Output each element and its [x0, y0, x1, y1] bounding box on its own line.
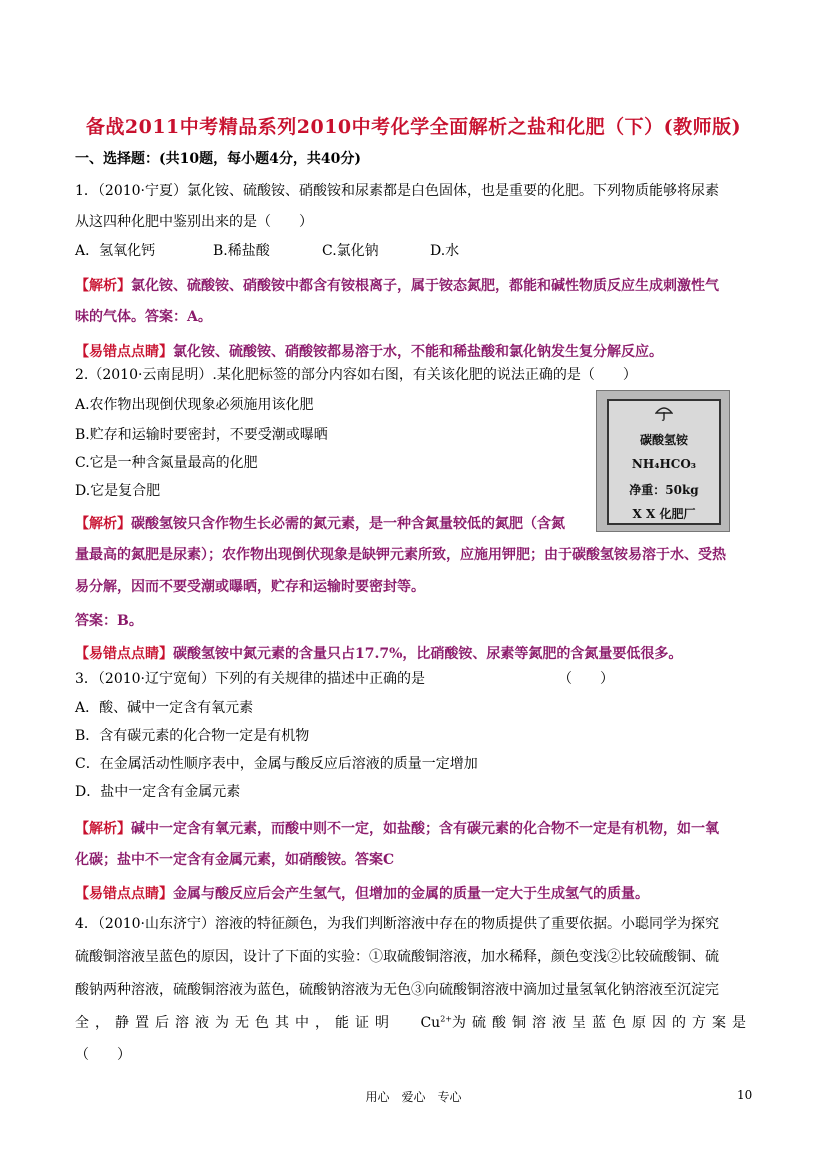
- q2-analysis-line1: [75, 513, 565, 533]
- q2-analysis-text: 碳酸氢铵只含作物生长必需的氮元素，是一种含氮量较低的氮肥（含氮: [131, 516, 565, 532]
- q1-analysis-line1: [75, 275, 719, 295]
- q4-stem-line1: 4．（2010·山东济宁）溶液的特征颜色，为我们判断溶液中存在的物质提供了重要依据。小聪同学为探究: [75, 916, 719, 932]
- error-tag: 【易错点点睛】: [75, 344, 173, 360]
- q1-option-d: D.水: [430, 243, 460, 259]
- q2-analysis-line3: 易分解，因而不要受潮或曝晒，贮存和运输时要密封等。: [75, 579, 425, 595]
- fertilizer-label-card: [607, 399, 721, 525]
- q3-stem: 3．（2010·辽宁宽甸）下列的有关规律的描述中正确的是: [75, 671, 425, 687]
- q3-error-text: 金属与酸反应后会产生氢气，但增加的金属的质量一定大于生成氢气的质量。: [173, 886, 649, 902]
- q2-error-point: [75, 643, 682, 663]
- q1-stem-line2: 从这四种化肥中鉴别出来的是（ ）: [75, 214, 313, 230]
- q1-option-a: A．氢氧化钙: [75, 243, 156, 259]
- q4-stem-line3: 酸钠两种溶液，硫酸铜溶液为蓝色，硫酸钠溶液为无色③向硫酸铜溶液中滴加过量氢氧化钠溶液至沉淀完: [75, 982, 719, 998]
- q2-option-c: C.它是一种含氮量最高的化肥: [75, 455, 258, 471]
- error-tag: 【易错点点睛】: [75, 886, 173, 902]
- section-heading: 一、选择题：(共10题，每小题4分，共40分): [75, 151, 361, 167]
- page-footer: 用心 爱心 专心: [365, 1090, 462, 1104]
- q2-option-d: D.它是复合肥: [75, 483, 161, 499]
- analysis-tag: 【解析】: [75, 278, 131, 294]
- page-number: 10: [737, 1088, 753, 1102]
- q4-line4-text: 全，静置后溶液为无色其中，能证明: [75, 1015, 395, 1031]
- q3-analysis-text: 碱中一定含有氧元素，而酸中则不一定，如盐酸；含有碳元素的化合物不一定是有机物，如一氧: [131, 821, 719, 837]
- cu-ion-charge: 2+: [440, 1014, 452, 1024]
- q2-option-b: B.贮存和运输时要密封，不要受潮或曝晒: [75, 427, 328, 443]
- label-product-name: 碳酸氢铵: [639, 433, 688, 447]
- q3-analysis-line2: 化碳；盐中不一定含有金属元素，如硝酸铵。答案C: [75, 852, 395, 868]
- analysis-tag: 【解析】: [75, 516, 131, 532]
- label-weight: 净重：50kg: [629, 483, 699, 497]
- q1-stem-line1: 1．（2010·宁夏）氯化铵、硫酸铵、硝酸铵和尿素都是白色固体，也是重要的化肥。下列物质能够将尿素: [75, 183, 719, 199]
- q3-option-d: D．盐中一定含有金属元素: [75, 784, 241, 800]
- q3-analysis-line1: [75, 818, 719, 838]
- q4-stem-line4: [75, 1012, 752, 1032]
- q2-analysis-line2: 量最高的氮肥是尿素）；农作物出现倒伏现象是缺钾元素所致，应施用钾肥；由于碳酸氢铵易溶于水、受热: [75, 547, 726, 563]
- q2-option-a: A.农作物出现倒伏现象必须施用该化肥: [75, 397, 314, 413]
- q3-option-b: B．含有碳元素的化合物一定是有机物: [75, 728, 310, 744]
- umbrella-icon: [655, 405, 673, 421]
- q3-answer-paren: （ ）: [558, 671, 614, 687]
- q2-answer: 答案：B。: [75, 613, 143, 629]
- q3-option-c: C．在金属活动性顺序表中，金属与酸反应后溶液的质量一定增加: [75, 756, 478, 772]
- q4-line4-tail: 为硫酸铜溶液呈蓝色原因的方案是: [452, 1015, 752, 1031]
- q3-error-point: [75, 883, 649, 903]
- label-formula: NH₄HCO₃: [631, 457, 697, 471]
- fertilizer-label-image: [596, 390, 730, 532]
- document-title: 备战2011中考精品系列2010中考化学全面解析之盐和化肥（下）(教师版): [85, 116, 742, 138]
- error-tag: 【易错点点睛】: [75, 646, 173, 662]
- q4-stem-line2: 硫酸铜溶液呈蓝色的原因，设计了下面的实验：①取硫酸铜溶液，加水稀释，颜色变浅②比较硫酸铜、硫: [75, 949, 719, 965]
- q3-option-a: A．酸、碱中一定含有氧元素: [75, 700, 254, 716]
- label-factory: X X 化肥厂: [632, 507, 696, 521]
- q1-option-c: C.氯化钠: [322, 243, 379, 259]
- q1-option-b: B.稀盐酸: [213, 243, 270, 259]
- cu-ion-symbol: Cu: [420, 1015, 441, 1031]
- q1-analysis-line2: 味的气体。答案：A。: [75, 309, 212, 325]
- q1-analysis-text: 氯化铵、硫酸铵、硝酸铵中都含有铵根离子，属于铵态氮肥，都能和碱性物质反应生成刺激性气: [131, 278, 719, 294]
- q1-error-text: 氯化铵、硫酸铵、硝酸铵都易溶于水，不能和稀盐酸和氯化钠发生复分解反应。: [173, 344, 663, 360]
- q4-answer-paren: （ ）: [75, 1047, 131, 1063]
- q1-error-point: [75, 341, 663, 361]
- analysis-tag: 【解析】: [75, 821, 131, 837]
- q2-stem: 2.（2010·云南昆明）.某化肥标签的部分内容如右图，有关该化肥的说法正确的是（ ）: [75, 367, 637, 383]
- cu-ion: [420, 1012, 752, 1032]
- q2-error-text: 碳酸氢铵中氮元素的含量只占17.7%，比硝酸铵、尿素等氮肥的含氮量要低很多。: [173, 646, 683, 662]
